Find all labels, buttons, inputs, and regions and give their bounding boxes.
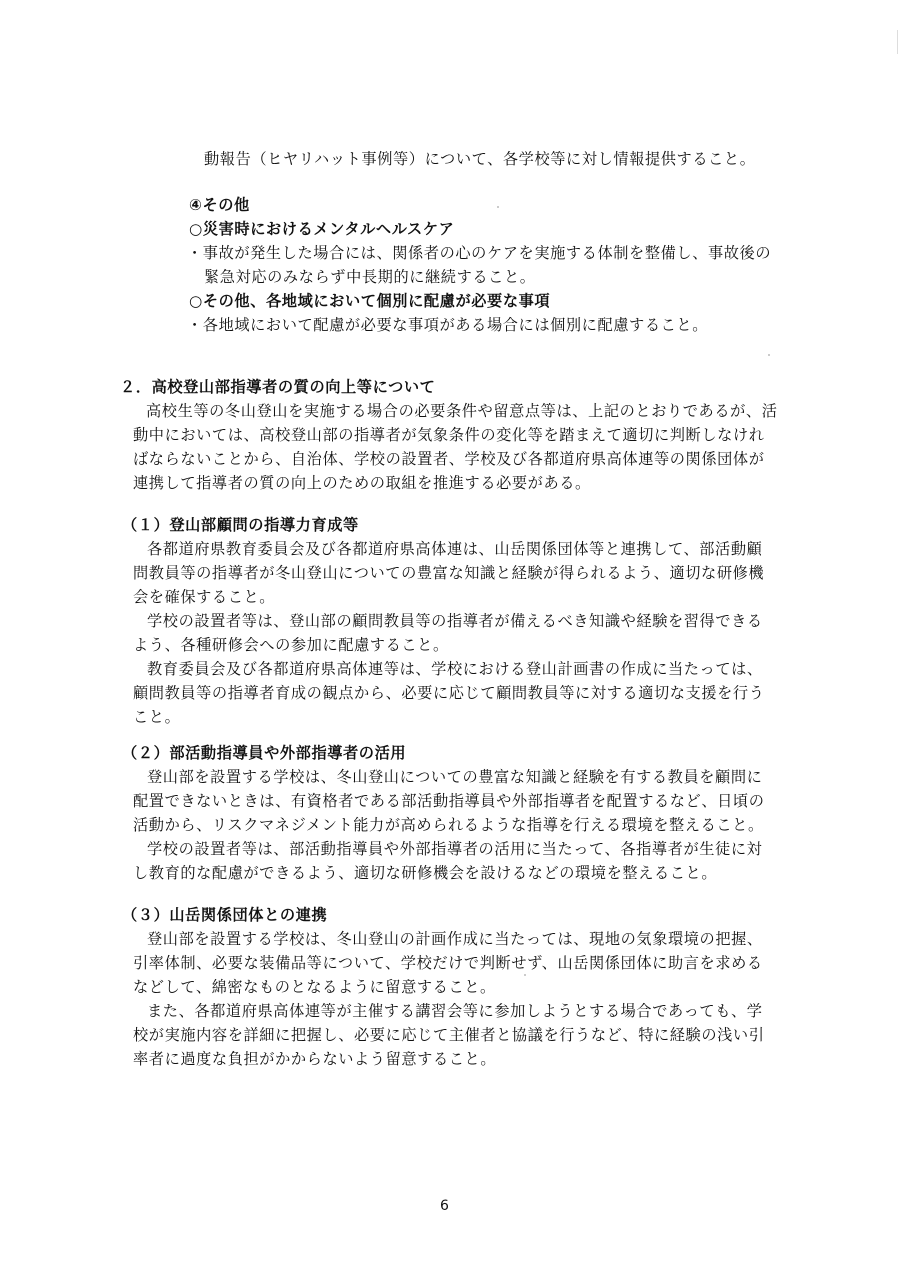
page-number: 6 [440, 1198, 449, 1214]
scan-speck [524, 974, 526, 976]
body-line: ばならないことから、自治体、学校の設置者、学校及び各都道府県高体連等の関係団体が [133, 450, 765, 468]
body-line: 顧問教員等の指導者育成の観点から、必要に応じて顧問教員等に対する適切な支援を行う [133, 684, 765, 702]
body-line: 率者に過度な負担がかからないよう留意すること。 [133, 1050, 497, 1068]
body-line: よう、各種研修会への参加に配慮すること。 [133, 636, 449, 654]
body-line: 学校の設置者等は、部活動指導員や外部指導者の活用に当たって、各指導者が生徒に対 [147, 840, 763, 858]
section-heading: ２．高校登山部指導者の質の向上等について [120, 378, 436, 396]
body-line: 高校生等の冬山登山を実施する場合の必要条件や留意点等は、上記のとおりであるが、活 [146, 402, 778, 420]
body-line: し教育的な配慮ができるよう、適切な研修機会を設けるなどの環境を整えること。 [133, 864, 718, 882]
body-line: ・事故が発生した場合には、関係者の心のケアを実施する体制を整備し、事故後の [187, 244, 772, 262]
body-line: 教育委員会及び各都道府県高体連等は、学校における登山計画書の作成に当たっては、 [147, 660, 763, 678]
item-heading: ○災害時におけるメンタルヘルスケア [189, 220, 455, 238]
body-line: 緊急対応のみならず中長期的に継続すること。 [204, 268, 536, 286]
body-line: 校が実施内容を詳細に把握し、必要に応じて主催者と協議を行うなど、特に経験の浅い引 [133, 1026, 765, 1044]
body-line: 登山部を設置する学校は、冬山登山についての豊富な知識と経験を有する教員を顧問に [147, 768, 763, 786]
subsection-heading: （１）登山部顧問の指導力育成等 [122, 516, 359, 534]
scan-speck [768, 354, 770, 356]
body-line: 問教員等の指導者が冬山登山についての豊富な知識と経験が得られるよう、適切な研修機 [133, 564, 765, 582]
body-line: 動中においては、高校登山部の指導者が気象条件の変化等を踏まえて適切に判断しなけれ [133, 426, 765, 444]
body-line: 動報告（ヒヤリハット事例等）について、各学校等に対し情報提供すること。 [204, 150, 756, 168]
body-line: 連携して指導者の質の向上のための取組を推進する必要がある。 [133, 474, 591, 492]
item-heading: ○その他、各地域において個別に配慮が必要な事項 [189, 292, 551, 310]
scan-speck [497, 206, 499, 208]
body-line: こと。 [133, 708, 181, 726]
body-line: 学校の設置者等は、登山部の顧問教員等の指導者が備えるべき知識や経験を習得できる [147, 612, 763, 630]
body-line: 引率体制、必要な装備品等について、学校だけで判断せず、山岳関係団体に助言を求める [133, 954, 763, 972]
body-line: 会を確保すること。 [133, 588, 276, 606]
subsection-heading: ④その他 [189, 196, 250, 214]
body-line: 配置できないときは、有資格者である部活動指導員や外部指導者を配置するなど、日頃の [133, 792, 765, 810]
body-line: 各都道府県教育委員会及び各都道府県高体連は、山岳関係団体等と連携して、部活動顧 [147, 540, 763, 558]
subsection-heading: （２）部活動指導員や外部指導者の活用 [122, 744, 407, 762]
subsection-heading: （３）山岳関係団体との連携 [122, 906, 328, 924]
body-line: ・各地域において配慮が必要な事項がある場合には個別に配慮すること。 [187, 316, 708, 334]
scan-edge-mark [897, 30, 898, 54]
body-line: 登山部を設置する学校は、冬山登山の計画作成に当たっては、現地の気象環境の把握、 [147, 930, 763, 948]
body-line: 活動から、リスクマネジメント能力が高められるような指導を行える環境を整えること。 [133, 816, 764, 834]
body-line: などして、綿密なものとなるように留意すること。 [133, 978, 496, 996]
body-line: また、各都道府県高体連等が主催する講習会等に参加しようとする場合であっても、学 [147, 1002, 763, 1020]
